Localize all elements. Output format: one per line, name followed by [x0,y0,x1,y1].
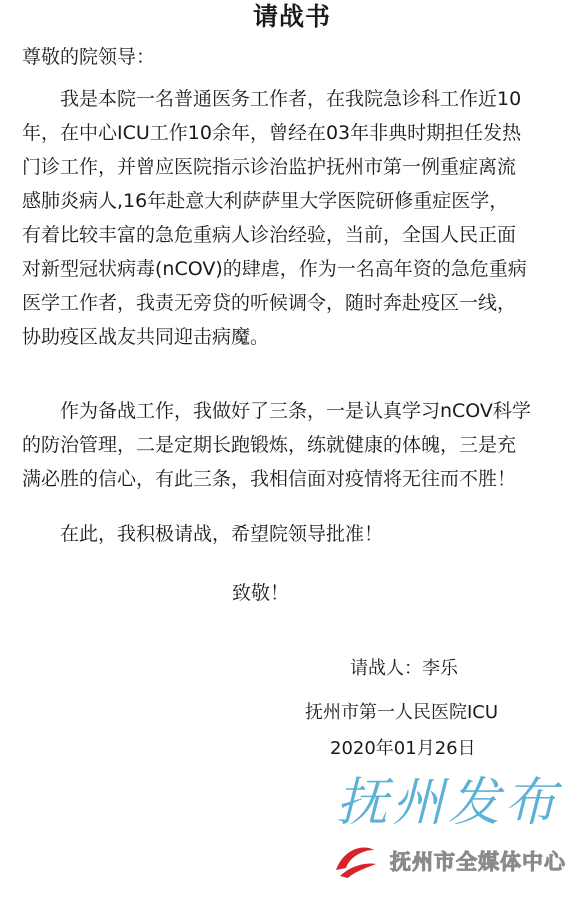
svg-text:抚州发布: 抚州发布 [336,773,561,833]
letter-title: 请战书 [252,2,331,31]
paragraph-2-line: 满必胜的信心，有此三条，我相信面对疫情将无往而不胜！ [22,468,517,490]
paragraph-1-line: 我是本院一名普通医务工作者，在我院急诊科工作近10 [60,88,522,110]
paragraph-1-line: 医学工作者，我责无旁贷的听候调令，随时奔赴疫区一线， [22,292,517,314]
paragraph-1-line: 有着比较丰富的急危重病人诊治经验，当前，全国人民正面 [22,224,517,246]
paragraph-1-line: 对新型冠状病毒(nCOV)的肆虐，作为一名高年资的急危重病 [22,258,527,280]
paragraph-2-line: 的防治管理，二是定期长跑锻炼，练就健康的体魄，三是充 [22,434,517,456]
signature-date: 2020年01月26日 [330,738,476,759]
salutation: 尊敬的院领导： [22,46,156,68]
paragraph-1-line: 门诊工作，并曾应医院指示诊治监护抚州市第一例重症离流 [22,156,517,178]
paragraph-1-line: 协助疫区战友共同迎击病魔。 [22,326,270,348]
media-center-logo-icon [334,847,376,878]
paragraph-2 [22,394,570,496]
paragraph-1-line: 年，在中心ICU工作10余年，曾经在03年非典时期担任发热 [22,122,522,144]
paragraph-1 [22,82,570,354]
svg-text:抚州市全媒体中心: 抚州市全媒体中心 [390,850,566,874]
signature-name: 请战人：李乐 [350,658,458,679]
paragraph-1-line: 感肺炎病人,16年赴意大利萨萨里大学医院研修重症医学， [22,190,509,212]
paragraph-3-line: 在此，我积极请战，希望院领导批准！ [60,523,384,545]
paragraph-2-line: 作为备战工作，我做好了三条，一是认真学习nCOV科学 [60,400,531,422]
signature-organization: 抚州市第一人民医院ICU [305,702,499,723]
closing-salute: 致敬！ [232,582,290,604]
brand-watermark [330,764,584,838]
media-center-logo-bar [330,838,584,884]
paragraph-3 [22,517,570,551]
